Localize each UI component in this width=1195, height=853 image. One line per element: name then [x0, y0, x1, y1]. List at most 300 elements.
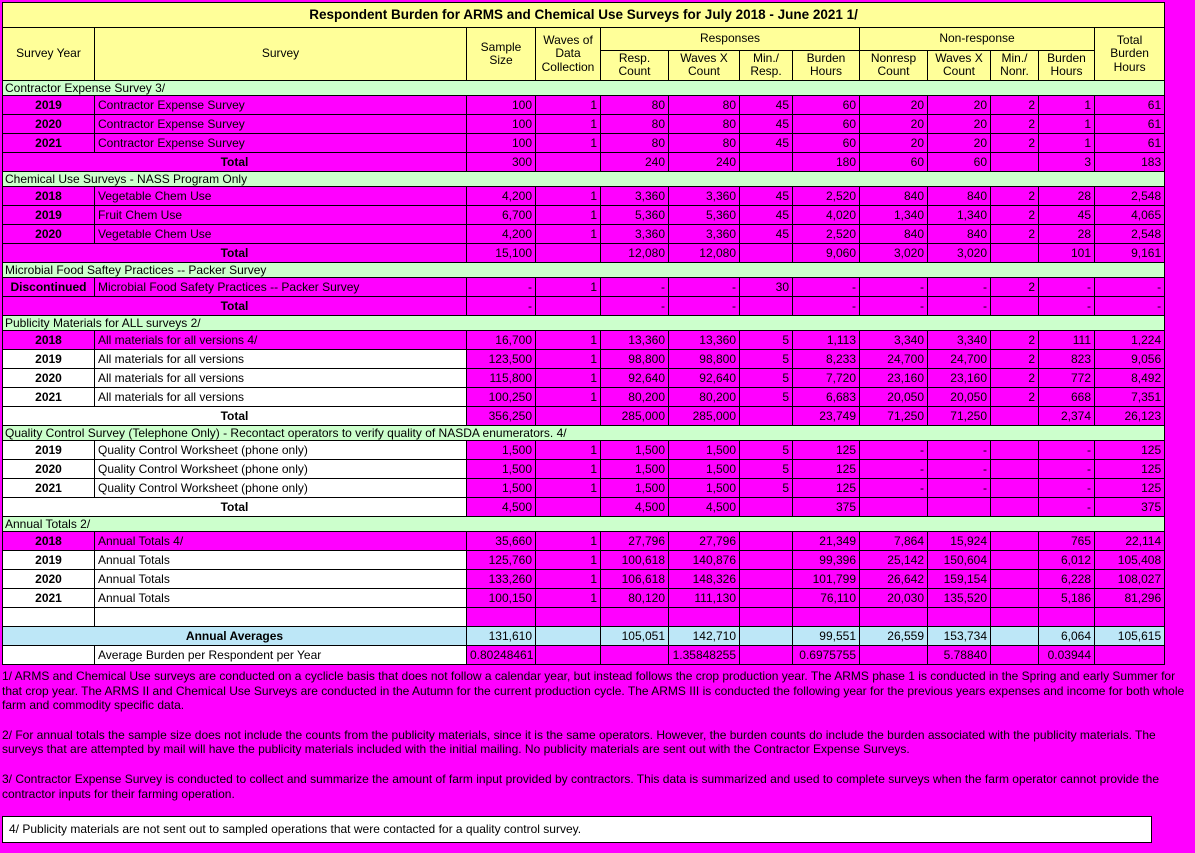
- numeric-cell: 840: [860, 186, 928, 205]
- numeric-cell: 105,051: [601, 626, 669, 645]
- numeric-cell: 285,000: [669, 406, 740, 425]
- survey-cell: All materials for all versions 4/: [95, 330, 467, 349]
- numeric-cell: [1095, 607, 1165, 626]
- numeric-cell: [740, 243, 793, 262]
- numeric-cell: -: [860, 277, 928, 296]
- numeric-cell: 1,500: [467, 440, 536, 459]
- numeric-cell: 125: [1095, 478, 1165, 497]
- year-cell: Discontinued: [3, 277, 95, 296]
- numeric-cell: 140,876: [669, 550, 740, 569]
- numeric-cell: [740, 406, 793, 425]
- numeric-cell: 24,700: [860, 349, 928, 368]
- numeric-cell: 765: [1039, 531, 1095, 550]
- numeric-cell: 3,360: [601, 186, 669, 205]
- total-label-cell: Total: [3, 406, 467, 425]
- table-row: [3, 95, 1165, 114]
- numeric-cell: 1,500: [601, 478, 669, 497]
- numeric-cell: [601, 607, 669, 626]
- survey-cell: Contractor Expense Survey: [95, 95, 467, 114]
- numeric-cell: [467, 607, 536, 626]
- numeric-cell: [991, 243, 1039, 262]
- numeric-cell: 3,020: [860, 243, 928, 262]
- year-cell: 2021: [3, 387, 95, 406]
- numeric-cell: 105,615: [1095, 626, 1165, 645]
- numeric-cell: 1: [536, 330, 601, 349]
- numeric-cell: 1,500: [467, 459, 536, 478]
- section-heading: Chemical Use Surveys - NASS Program Only: [3, 171, 1165, 186]
- survey-cell: Annual Totals: [95, 550, 467, 569]
- footnotes: [2, 665, 1192, 843]
- table-row: [3, 330, 1165, 349]
- numeric-cell: 240: [601, 152, 669, 171]
- numeric-cell: [860, 497, 928, 516]
- numeric-cell: 3,360: [669, 186, 740, 205]
- year-cell: 2018: [3, 330, 95, 349]
- numeric-cell: 8,233: [793, 349, 860, 368]
- numeric-cell: [740, 607, 793, 626]
- table-row: [3, 440, 1165, 459]
- numeric-cell: -: [1039, 478, 1095, 497]
- numeric-cell: 20: [860, 133, 928, 152]
- numeric-cell: 27,796: [669, 531, 740, 550]
- numeric-cell: 92,640: [669, 368, 740, 387]
- numeric-cell: 76,110: [793, 588, 860, 607]
- numeric-cell: 80: [669, 133, 740, 152]
- numeric-cell: 125,760: [467, 550, 536, 569]
- numeric-cell: 25,142: [860, 550, 928, 569]
- numeric-cell: 1: [536, 133, 601, 152]
- numeric-cell: [740, 296, 793, 315]
- numeric-cell: 1: [536, 440, 601, 459]
- numeric-cell: 0.80248461: [467, 645, 536, 664]
- numeric-cell: 2: [991, 368, 1039, 387]
- numeric-cell: 3,340: [860, 330, 928, 349]
- numeric-cell: 1,500: [467, 478, 536, 497]
- table-row: [3, 406, 1165, 425]
- numeric-cell: -: [1039, 497, 1095, 516]
- numeric-cell: 2: [991, 330, 1039, 349]
- numeric-cell: 60: [860, 152, 928, 171]
- numeric-cell: 45: [740, 114, 793, 133]
- numeric-cell: 20: [860, 95, 928, 114]
- numeric-cell: 60: [793, 133, 860, 152]
- table-row: [3, 277, 1165, 296]
- numeric-cell: [991, 588, 1039, 607]
- year-cell: 2020: [3, 114, 95, 133]
- numeric-cell: 1: [536, 368, 601, 387]
- numeric-cell: 45: [740, 224, 793, 243]
- numeric-cell: 111,130: [669, 588, 740, 607]
- numeric-cell: 2,520: [793, 224, 860, 243]
- numeric-cell: 80: [601, 114, 669, 133]
- numeric-cell: 61: [1095, 95, 1165, 114]
- numeric-cell: 840: [928, 224, 991, 243]
- numeric-cell: 12,080: [601, 243, 669, 262]
- numeric-cell: -: [601, 277, 669, 296]
- numeric-cell: [740, 152, 793, 171]
- table-row: [3, 205, 1165, 224]
- numeric-cell: 2: [991, 186, 1039, 205]
- numeric-cell: 5: [740, 478, 793, 497]
- numeric-cell: 240: [669, 152, 740, 171]
- numeric-cell: -: [1039, 440, 1095, 459]
- table-row: [3, 133, 1165, 152]
- numeric-cell: 183: [1095, 152, 1165, 171]
- numeric-cell: 13,360: [669, 330, 740, 349]
- numeric-cell: 23,160: [860, 368, 928, 387]
- year-cell: 2018: [3, 186, 95, 205]
- survey-cell: Annual Totals 4/: [95, 531, 467, 550]
- numeric-cell: -: [467, 277, 536, 296]
- numeric-cell: 5,360: [601, 205, 669, 224]
- numeric-cell: [601, 645, 669, 664]
- numeric-cell: 1,500: [669, 459, 740, 478]
- survey-cell: Vegetable Chem Use: [95, 224, 467, 243]
- numeric-cell: [536, 406, 601, 425]
- numeric-cell: 100: [467, 114, 536, 133]
- numeric-cell: 100,250: [467, 387, 536, 406]
- numeric-cell: 111: [1039, 330, 1095, 349]
- numeric-cell: [860, 645, 928, 664]
- numeric-cell: 772: [1039, 368, 1095, 387]
- numeric-cell: 20: [928, 114, 991, 133]
- table-row: [3, 607, 1165, 626]
- survey-cell: Average Burden per Respondent per Year: [95, 645, 467, 664]
- col-header-nonresp-waves-x-count: Waves X Count: [928, 51, 991, 81]
- table-row: [3, 531, 1165, 550]
- numeric-cell: 1,500: [601, 440, 669, 459]
- numeric-cell: 300: [467, 152, 536, 171]
- numeric-cell: 80,200: [601, 387, 669, 406]
- col-group-nonresponse: Non-response: [860, 28, 1095, 51]
- numeric-cell: 7,864: [860, 531, 928, 550]
- numeric-cell: 100,150: [467, 588, 536, 607]
- numeric-cell: 2: [991, 387, 1039, 406]
- numeric-cell: [536, 152, 601, 171]
- numeric-cell: 9,060: [793, 243, 860, 262]
- year-cell: 2021: [3, 588, 95, 607]
- numeric-cell: 5.78840: [928, 645, 991, 664]
- numeric-cell: -: [928, 478, 991, 497]
- numeric-cell: [991, 569, 1039, 588]
- numeric-cell: -: [1095, 277, 1165, 296]
- numeric-cell: 71,250: [860, 406, 928, 425]
- numeric-cell: 115,800: [467, 368, 536, 387]
- numeric-cell: 159,154: [928, 569, 991, 588]
- table-row: [3, 387, 1165, 406]
- numeric-cell: -: [467, 296, 536, 315]
- numeric-cell: 148,326: [669, 569, 740, 588]
- numeric-cell: [991, 531, 1039, 550]
- numeric-cell: 6,064: [1039, 626, 1095, 645]
- table-row: [3, 645, 1165, 664]
- numeric-cell: -: [860, 459, 928, 478]
- numeric-cell: 2: [991, 349, 1039, 368]
- section-heading: Annual Totals 2/: [3, 516, 1165, 531]
- year-cell: 2019: [3, 349, 95, 368]
- numeric-cell: 125: [793, 440, 860, 459]
- numeric-cell: 5: [740, 387, 793, 406]
- numeric-cell: [991, 550, 1039, 569]
- numeric-cell: 1: [536, 569, 601, 588]
- numeric-cell: 4,500: [669, 497, 740, 516]
- numeric-cell: [991, 497, 1039, 516]
- year-cell: 2020: [3, 224, 95, 243]
- numeric-cell: [991, 645, 1039, 664]
- total-label-cell: Total: [3, 243, 467, 262]
- numeric-cell: 6,700: [467, 205, 536, 224]
- col-header-waves: Waves of Data Collection: [536, 28, 601, 81]
- numeric-cell: 28: [1039, 224, 1095, 243]
- numeric-cell: 1,340: [928, 205, 991, 224]
- numeric-cell: 80: [601, 95, 669, 114]
- section-heading: Quality Control Survey (Telephone Only) - Recontact operators to verify quality of NASDA enumerators. 4/: [3, 425, 1165, 440]
- numeric-cell: 125: [1095, 440, 1165, 459]
- numeric-cell: 180: [793, 152, 860, 171]
- numeric-cell: 133,260: [467, 569, 536, 588]
- numeric-cell: 356,250: [467, 406, 536, 425]
- numeric-cell: 100,618: [601, 550, 669, 569]
- numeric-cell: 1: [1039, 95, 1095, 114]
- numeric-cell: -: [928, 277, 991, 296]
- section-row: [3, 425, 1165, 440]
- survey-cell: All materials for all versions: [95, 349, 467, 368]
- numeric-cell: 101: [1039, 243, 1095, 262]
- survey-cell: Vegetable Chem Use: [95, 186, 467, 205]
- numeric-cell: 99,396: [793, 550, 860, 569]
- col-header-min-resp: Min./ Resp.: [740, 51, 793, 81]
- numeric-cell: -: [928, 440, 991, 459]
- numeric-cell: 2,374: [1039, 406, 1095, 425]
- numeric-cell: 125: [1095, 459, 1165, 478]
- numeric-cell: 3,340: [928, 330, 991, 349]
- year-cell: 2019: [3, 205, 95, 224]
- numeric-cell: [536, 243, 601, 262]
- survey-cell: Contractor Expense Survey: [95, 133, 467, 152]
- numeric-cell: -: [1039, 296, 1095, 315]
- numeric-cell: 1: [536, 550, 601, 569]
- numeric-cell: [1095, 645, 1165, 664]
- numeric-cell: [928, 607, 991, 626]
- numeric-cell: 840: [860, 224, 928, 243]
- numeric-cell: 92,640: [601, 368, 669, 387]
- footnote-2: 2/ For annual totals the sample size does not include the counts from the publicity materials, since it is the same operators. However, the burden counts do include the burden associated with the publicity materials. The surveys that are attempted by mail will have the publicity materials included with the initial mailing. No publicity materials are sent out with the Contractor Expense Surveys.: [2, 727, 1156, 757]
- year-cell: 2021: [3, 478, 95, 497]
- numeric-cell: 125: [793, 478, 860, 497]
- numeric-cell: [536, 607, 601, 626]
- numeric-cell: 13,360: [601, 330, 669, 349]
- numeric-cell: 668: [1039, 387, 1095, 406]
- numeric-cell: 16,700: [467, 330, 536, 349]
- numeric-cell: 20: [928, 133, 991, 152]
- numeric-cell: 23,160: [928, 368, 991, 387]
- numeric-cell: 15,100: [467, 243, 536, 262]
- numeric-cell: 375: [793, 497, 860, 516]
- numeric-cell: [740, 626, 793, 645]
- survey-cell: Quality Control Worksheet (phone only): [95, 440, 467, 459]
- table-row: [3, 459, 1165, 478]
- numeric-cell: 15,924: [928, 531, 991, 550]
- survey-cell: [95, 607, 467, 626]
- numeric-cell: -: [793, 296, 860, 315]
- numeric-cell: 6,683: [793, 387, 860, 406]
- survey-cell: Quality Control Worksheet (phone only): [95, 478, 467, 497]
- numeric-cell: 4,020: [793, 205, 860, 224]
- section-heading: Contractor Expense Survey 3/: [3, 80, 1165, 95]
- col-header-nonresp-count: Nonresp Count: [860, 51, 928, 81]
- numeric-cell: 5: [740, 440, 793, 459]
- col-header-total-burden-hours: Total Burden Hours: [1095, 28, 1165, 81]
- numeric-cell: [928, 497, 991, 516]
- numeric-cell: [991, 152, 1039, 171]
- numeric-cell: 8,492: [1095, 368, 1165, 387]
- year-cell: 2018: [3, 531, 95, 550]
- numeric-cell: 1: [536, 95, 601, 114]
- numeric-cell: 4,500: [467, 497, 536, 516]
- numeric-cell: 3,360: [669, 224, 740, 243]
- numeric-cell: 21,349: [793, 531, 860, 550]
- section-heading: Microbial Food Saftey Practices -- Packer Survey: [3, 262, 1165, 277]
- numeric-cell: 1: [1039, 133, 1095, 152]
- numeric-cell: 1: [536, 349, 601, 368]
- page-title: Respondent Burden for ARMS and Chemical Use Surveys for July 2018 - June 2021 1/: [3, 3, 1165, 28]
- col-header-sample-size: Sample Size: [467, 28, 536, 81]
- numeric-cell: 22,114: [1095, 531, 1165, 550]
- survey-cell: Fruit Chem Use: [95, 205, 467, 224]
- numeric-cell: 80: [601, 133, 669, 152]
- numeric-cell: 2,548: [1095, 186, 1165, 205]
- numeric-cell: 27,796: [601, 531, 669, 550]
- numeric-cell: 80,120: [601, 588, 669, 607]
- numeric-cell: 1: [536, 114, 601, 133]
- numeric-cell: 105,408: [1095, 550, 1165, 569]
- numeric-cell: 60: [928, 152, 991, 171]
- numeric-cell: 45: [740, 205, 793, 224]
- year-cell: 2019: [3, 550, 95, 569]
- numeric-cell: [991, 406, 1039, 425]
- numeric-cell: [740, 645, 793, 664]
- table-row: [3, 478, 1165, 497]
- year-cell: [3, 607, 95, 626]
- numeric-cell: [991, 296, 1039, 315]
- survey-cell: Quality Control Worksheet (phone only): [95, 459, 467, 478]
- numeric-cell: 23,749: [793, 406, 860, 425]
- numeric-cell: 2,548: [1095, 224, 1165, 243]
- numeric-cell: 823: [1039, 349, 1095, 368]
- numeric-cell: -: [1039, 459, 1095, 478]
- numeric-cell: -: [1095, 296, 1165, 315]
- table-row: [3, 588, 1165, 607]
- table-row: [3, 626, 1165, 645]
- numeric-cell: [536, 296, 601, 315]
- numeric-cell: 60: [793, 95, 860, 114]
- numeric-cell: 1,500: [669, 478, 740, 497]
- numeric-cell: 7,351: [1095, 387, 1165, 406]
- numeric-cell: 1,500: [669, 440, 740, 459]
- numeric-cell: 20,030: [860, 588, 928, 607]
- numeric-cell: 80: [669, 114, 740, 133]
- numeric-cell: 61: [1095, 114, 1165, 133]
- numeric-cell: 5: [740, 349, 793, 368]
- numeric-cell: 2: [991, 224, 1039, 243]
- numeric-cell: 1.35848255: [669, 645, 740, 664]
- numeric-cell: 131,610: [467, 626, 536, 645]
- numeric-cell: 1,224: [1095, 330, 1165, 349]
- table-row: [3, 497, 1165, 516]
- numeric-cell: 5,186: [1039, 588, 1095, 607]
- numeric-cell: 123,500: [467, 349, 536, 368]
- table-body: [3, 80, 1165, 664]
- numeric-cell: 2,520: [793, 186, 860, 205]
- numeric-cell: [991, 626, 1039, 645]
- survey-cell: Annual Totals: [95, 588, 467, 607]
- numeric-cell: 45: [740, 186, 793, 205]
- numeric-cell: 20,050: [860, 387, 928, 406]
- numeric-cell: 24,700: [928, 349, 991, 368]
- numeric-cell: -: [860, 440, 928, 459]
- section-row: [3, 80, 1165, 95]
- numeric-cell: 61: [1095, 133, 1165, 152]
- year-cell: 2019: [3, 440, 95, 459]
- survey-cell: Contractor Expense Survey: [95, 114, 467, 133]
- total-label-cell: Annual Averages: [3, 626, 467, 645]
- numeric-cell: 153,734: [928, 626, 991, 645]
- numeric-cell: 0.6975755: [793, 645, 860, 664]
- numeric-cell: [740, 588, 793, 607]
- survey-cell: All materials for all versions: [95, 387, 467, 406]
- numeric-cell: 4,500: [601, 497, 669, 516]
- numeric-cell: 45: [740, 133, 793, 152]
- numeric-cell: 100: [467, 95, 536, 114]
- col-header-survey: Survey: [95, 28, 467, 81]
- col-header-resp-burden-hours: Burden Hours: [793, 51, 860, 81]
- col-header-survey-year: Survey Year: [3, 28, 95, 81]
- respondent-burden-table: [2, 2, 1165, 665]
- numeric-cell: 20,050: [928, 387, 991, 406]
- numeric-cell: 5: [740, 330, 793, 349]
- numeric-cell: 150,604: [928, 550, 991, 569]
- numeric-cell: 9,161: [1095, 243, 1165, 262]
- numeric-cell: 20: [860, 114, 928, 133]
- numeric-cell: 1,340: [860, 205, 928, 224]
- numeric-cell: 1: [536, 588, 601, 607]
- numeric-cell: 99,551: [793, 626, 860, 645]
- total-label-cell: Total: [3, 497, 467, 516]
- numeric-cell: [740, 497, 793, 516]
- survey-cell: All materials for all versions: [95, 368, 467, 387]
- table-row: [3, 569, 1165, 588]
- year-cell: 2020: [3, 459, 95, 478]
- year-cell: 2021: [3, 133, 95, 152]
- numeric-cell: 1: [536, 205, 601, 224]
- numeric-cell: 100: [467, 133, 536, 152]
- numeric-cell: [669, 607, 740, 626]
- numeric-cell: 71,250: [928, 406, 991, 425]
- numeric-cell: [991, 607, 1039, 626]
- numeric-cell: 45: [1039, 205, 1095, 224]
- numeric-cell: 1: [536, 186, 601, 205]
- numeric-cell: 2: [991, 277, 1039, 296]
- numeric-cell: 1: [536, 531, 601, 550]
- table-row: [3, 368, 1165, 387]
- numeric-cell: 6,228: [1039, 569, 1095, 588]
- numeric-cell: 1: [536, 387, 601, 406]
- numeric-cell: 106,618: [601, 569, 669, 588]
- footnote-3: 3/ Contractor Expense Survey is conducted to collect and summarize the amount of farm input provided by contractors. This data is summarized and used to complete surveys when the farm operator cannot provide the contractor inputs for their farming operation.: [2, 772, 1160, 801]
- numeric-cell: 125: [793, 459, 860, 478]
- numeric-cell: 5: [740, 459, 793, 478]
- table-row: [3, 243, 1165, 262]
